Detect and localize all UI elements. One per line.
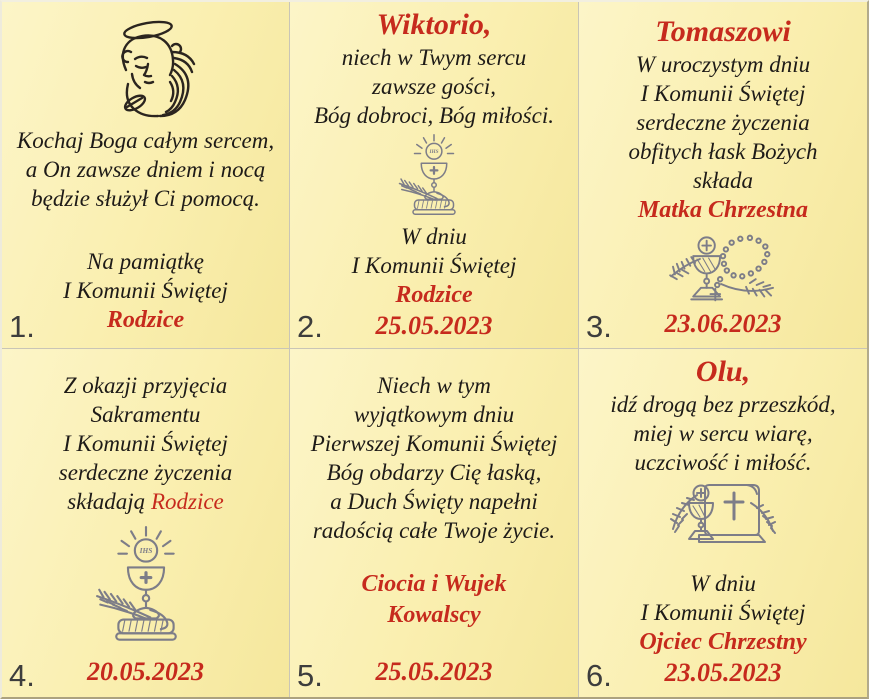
date-line: 20.05.2023 bbox=[87, 657, 204, 686]
date-line: 25.05.2023 bbox=[375, 657, 493, 686]
signature-line: Rodzice bbox=[395, 282, 473, 308]
message-line: W uroczystym dniu bbox=[635, 52, 811, 77]
signature-line: Rodzice bbox=[106, 307, 185, 333]
date-line: 23.06.2023 bbox=[664, 309, 782, 338]
message-line: serdeczne życzenia bbox=[636, 110, 810, 135]
card-icon bbox=[664, 234, 782, 309]
praying-angel-icon bbox=[90, 18, 202, 118]
signature-line: Ojciec Chrzestny bbox=[639, 629, 807, 655]
card-number: 1. bbox=[9, 309, 35, 344]
card-icon bbox=[667, 479, 779, 551]
signature-line: Matka Chrzestna bbox=[637, 197, 809, 223]
message-line: Bóg obdarzy Cię łaską, bbox=[326, 460, 542, 485]
message-line: Pierwszej Komunii Świętej bbox=[310, 431, 558, 456]
card-1 bbox=[2, 2, 289, 348]
message-line bbox=[67, 487, 224, 516]
card-3 bbox=[579, 2, 867, 348]
message-line: I Komunii Świętej bbox=[63, 278, 228, 303]
message-text: Rodzice bbox=[150, 489, 224, 514]
chalice-host-book-icon bbox=[392, 134, 476, 218]
card-icon bbox=[392, 134, 476, 218]
card-number: 5. bbox=[297, 658, 323, 693]
message-line: Z okazji przyjęcia bbox=[63, 373, 228, 398]
message-text: składają bbox=[67, 489, 151, 514]
card-5 bbox=[290, 349, 578, 697]
card-icon bbox=[90, 18, 202, 118]
message-line: Na pamiątkę bbox=[87, 249, 204, 274]
message-line: radością całe Twoje życie. bbox=[312, 518, 556, 543]
message-line: będzie służył Ci pomocą. bbox=[31, 186, 260, 211]
greeting-name-heading: Wiktorio, bbox=[376, 8, 492, 41]
signature-line: Ciocia i Wujek bbox=[361, 571, 507, 597]
message-line: niech w Twym sercu bbox=[341, 45, 527, 70]
card-icon bbox=[87, 526, 205, 645]
message-line: Kochaj Boga całym sercem, bbox=[16, 128, 275, 153]
card-number: 3. bbox=[586, 309, 612, 344]
message-line: Niech w tym bbox=[377, 373, 491, 398]
chalice-rosary-wheat-icon bbox=[664, 234, 782, 309]
chalice-host-book-icon bbox=[87, 526, 205, 645]
greeting-name-heading: Tomaszowi bbox=[655, 15, 791, 48]
chalice-book-cross-icon bbox=[667, 479, 779, 551]
message-line: idź drogą bez przeszkód, bbox=[610, 392, 836, 417]
greeting-name-heading: Olu, bbox=[695, 355, 751, 388]
message-line: a On zawsze dniem i nocą bbox=[25, 157, 266, 182]
message-line: uczciwość i miłość. bbox=[634, 450, 812, 475]
message-line: składa bbox=[692, 168, 754, 193]
message-line: miej w sercu wiarę, bbox=[633, 421, 813, 446]
card-2 bbox=[290, 2, 578, 348]
message-line: I Komunii Świętej bbox=[640, 81, 806, 106]
date-line: 23.05.2023 bbox=[664, 658, 782, 687]
message-line: I Komunii Świętej bbox=[63, 431, 228, 456]
message-line: zawsze gości, bbox=[372, 74, 496, 99]
message-line: W dniu bbox=[401, 224, 467, 249]
card-number: 2. bbox=[297, 309, 323, 344]
message-line: wyjątkowym dniu bbox=[353, 402, 515, 427]
date-line: 25.05.2023 bbox=[375, 311, 493, 340]
message-line: W dniu bbox=[690, 571, 756, 596]
message-line: Bóg dobroci, Bóg miłości. bbox=[314, 103, 554, 128]
card-6 bbox=[579, 349, 867, 697]
message-line: I Komunii Świętej bbox=[640, 600, 806, 625]
message-line: a Duch Święty napełni bbox=[330, 489, 538, 514]
message-line: I Komunii Świętej bbox=[351, 253, 517, 278]
card-number: 4. bbox=[9, 658, 35, 693]
card-4 bbox=[2, 349, 289, 697]
message-line: Sakramentu bbox=[90, 402, 201, 427]
message-line: obfitych łask Bożych bbox=[628, 139, 818, 164]
message-line: serdeczne życzenia bbox=[58, 460, 233, 485]
signature-line: Kowalscy bbox=[387, 602, 481, 628]
card-number: 6. bbox=[586, 658, 612, 693]
